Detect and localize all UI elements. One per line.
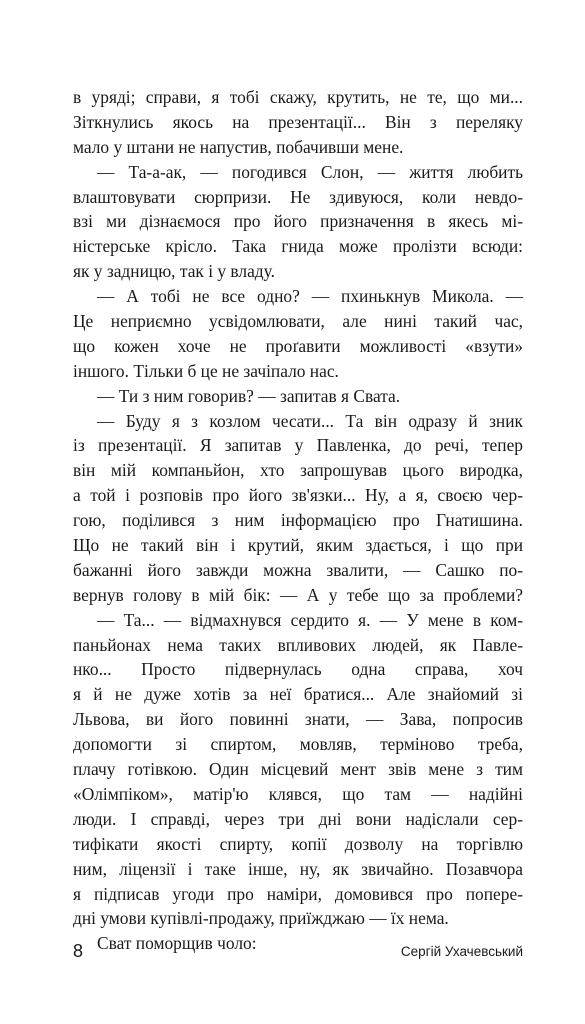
text-line: тифікати якості спирту, копії дозволу на торгівлю	[73, 833, 523, 854]
text-line: бажанні його завжди можна звалити, — Сашко по-	[73, 559, 523, 580]
text-line: в уряді; справи, я тобі скажу, крутить, не те, що ми...	[73, 87, 523, 107]
text-line: ністерське крісло. Така гнида може пролізти всюди:	[73, 236, 523, 257]
text-line: — Ти з ним говорив? — запитав я Свата.	[97, 385, 401, 406]
text-line: мало у штани не напустив, побачивши мене.	[73, 136, 404, 157]
text-line: Зіткнулись якось на презентації... Він з переляку	[73, 111, 523, 132]
text-line: допомогти зі спиртом, мовляв, терміново треба,	[73, 734, 523, 755]
text-line: Сват поморщив чоло:	[97, 933, 257, 954]
text-line: він мій компаньйон, хто запрошував цього виродка,	[73, 460, 523, 481]
text-line: — Та-а-ак, — погодився Слон, — життя любить	[97, 161, 523, 182]
text-line: вернув голову в мій бік: — А у тебе що за проблеми?	[73, 584, 523, 605]
text-line: — Та... — відмахнувся сердито я. — У мене в ком-	[97, 609, 523, 630]
text-line: як у задницю, так і у владу.	[73, 261, 275, 282]
text-line: Що не такий він і крутий, яким здається, і що при	[73, 535, 523, 556]
text-line: що кожен хоче не проґавити можливості «взути»	[73, 335, 523, 356]
text-line: плачу готівкою. Один місцевий мент звів мене з тим	[73, 759, 523, 780]
running-footer-author: Сергій Ухачевський	[400, 944, 523, 959]
text-line: — Буду я з козлом чесати... Та він одразу й зник	[97, 410, 523, 431]
text-line: я підписав угоди про наміри, домовився про попере-	[73, 883, 523, 904]
text-line: нко... Просто підвернулась одна справа, хоч	[73, 659, 523, 680]
text-line: — А тобі не все одно? — пхинькнув Микола. —	[97, 286, 523, 307]
text-line: влаштовувати сюрпризи. Не здивуюся, коли невдо-	[73, 186, 523, 207]
text-line: із презентації. Я запитав у Павленка, до речі, тепер	[73, 435, 523, 456]
text-line: а той і розповів про його зв'язки... Ну, а я, своєю чер-	[73, 485, 523, 506]
page-number: 8	[73, 941, 84, 961]
text-line: гою, поділився з ним інформацією про Гнатишина.	[73, 510, 523, 531]
text-line: ним, ліцензії і таке інше, ну, як звичайно. Позавчора	[73, 858, 523, 879]
text-line: «Олімпіком», матір'ю клявся, що там — надійні	[73, 783, 523, 804]
text-line: іншого. Тільки б це не зачіпало нас.	[73, 360, 339, 381]
text-line: взі ми дізнаємося про його призначення в якесь мі-	[73, 211, 523, 232]
text-line: дні умови купівлі-продажу, приїжджаю — їх нема.	[73, 908, 449, 929]
text-line: паньйонах нема таких впливових людей, як Павле-	[73, 634, 523, 655]
body-text	[73, 85, 523, 956]
text-line: я й не дуже хотів за неї братися... Але знайомий зі	[73, 684, 523, 705]
text-line: Це неприємно усвідомлювати, але нині такий час,	[73, 311, 523, 332]
text-line: люди. І справді, через три дні вони надіслали сер-	[73, 808, 523, 829]
text-line: Львова, ви його повинні знати, — Зава, попросив	[73, 709, 523, 730]
